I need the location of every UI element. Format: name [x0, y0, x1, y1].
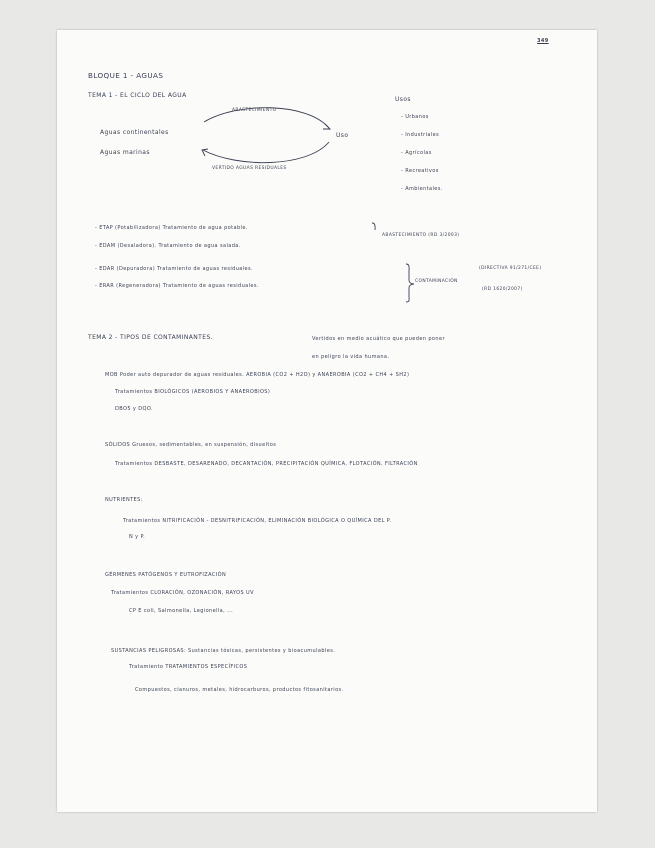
tema2-title: TEMA 2 - TIPOS DE CONTAMINANTES.: [88, 334, 213, 341]
peligrosas-line: Tratamiento TRATAMIENTOS ESPECÍFICOS: [129, 664, 248, 670]
nutrientes-line: Tratamientos NITRIFICACIÓN - DESNITRIFICACIÓN, ELIMINACIÓN BIOLÓGICA O QUÍMICA DEL P.: [123, 518, 392, 524]
use-item: - Urbanos: [401, 114, 429, 120]
solidos-line: Tratamientos DESBASTE, DESARENADO, DECANTACIÓN, PRECIPITACIÓN QUÍMICA, FLOTACIÓN, FILTRACIÓN: [115, 461, 418, 467]
solidos-line: SÓLIDOS Gruesos, sedimentables, en suspensión, disueltos: [105, 442, 277, 448]
use-item: - Ambientales.: [401, 186, 443, 192]
tema1-title: TEMA 1 - EL CICLO DEL AGUA: [88, 92, 187, 99]
cycle-source-continental: Aguas continentales: [100, 129, 169, 136]
use-item: - Industriales: [401, 132, 440, 138]
uses-heading: Usos: [395, 96, 411, 103]
cycle-use: Uso: [336, 132, 349, 139]
mob-line: Tratamientos BIOLÓGICOS (AEROBIOS Y ANAEROBIOS): [115, 389, 271, 395]
plants-group1-label: ABASTECIMIENTO (RD 3/2003): [382, 233, 460, 238]
plant-line: - ERAR (Regeneradora) Tratamiento de aguas residuales.: [95, 283, 259, 289]
cycle-bottom-label: VERTIDO AGUAS RESIDUALES: [212, 166, 287, 171]
cycle-source-marine: Aguas marinas: [100, 149, 150, 156]
use-item: - Recreativos: [401, 168, 439, 174]
peligrosas-line: Compuestos, cianuros, metales, hidrocarburos, productos fitosanitarios.: [135, 687, 344, 693]
nutrientes-line: N y P.: [129, 534, 146, 540]
tema2-definition: Vertidos en medio acuático que pueden poner: [312, 336, 445, 342]
plants-group2-ref2: (RD 1620/2007): [482, 287, 523, 292]
plants-group2-label: CONTAMINACIÓN: [415, 279, 458, 284]
mob-line: DBO5 y DQO.: [115, 406, 153, 412]
plant-line: - EDAM (Desaladora). Tratamiento de agua salada.: [95, 243, 241, 249]
cycle-top-label: ABASTECIMIENTO: [232, 108, 277, 113]
germenes-heading: GÉRMENES PATÓGENOS Y EUTROFIZACIÓN: [105, 572, 227, 578]
use-item: - Agrícolas: [401, 150, 432, 156]
plant-line: - ETAP (Potabilizadora) Tratamiento de agua potable.: [95, 225, 248, 231]
tema2-definition: en peligro la vida humana.: [312, 354, 390, 360]
germenes-line: CP E coli, Salmonella, Legionella, ...: [129, 608, 234, 614]
page-number: 349: [537, 38, 549, 44]
plants-group2-ref1: (DIRECTIVA 91/271/CEE): [479, 266, 542, 271]
nutrientes-heading: NUTRIENTES:: [105, 497, 143, 503]
germenes-line: Tratamientos CLORACIÓN, OZONACIÓN, RAYOS UV: [111, 590, 254, 596]
peligrosas-line: SUSTANCIAS PELIGROSAS: Sustancias tóxicas, persistentes y bioacumulables.: [111, 648, 336, 654]
plant-line: - EDAR (Depuradora) Tratamiento de aguas residuales.: [95, 266, 253, 272]
notebook-page: [57, 30, 597, 812]
block-title: BLOQUE 1 - AGUAS: [88, 71, 164, 80]
mob-line: MOB Poder auto depurador de aguas residuales. AEROBIA (CO2 + H2O) y ANAEROBIA (CO2 + CH4 + SH2): [105, 372, 410, 378]
